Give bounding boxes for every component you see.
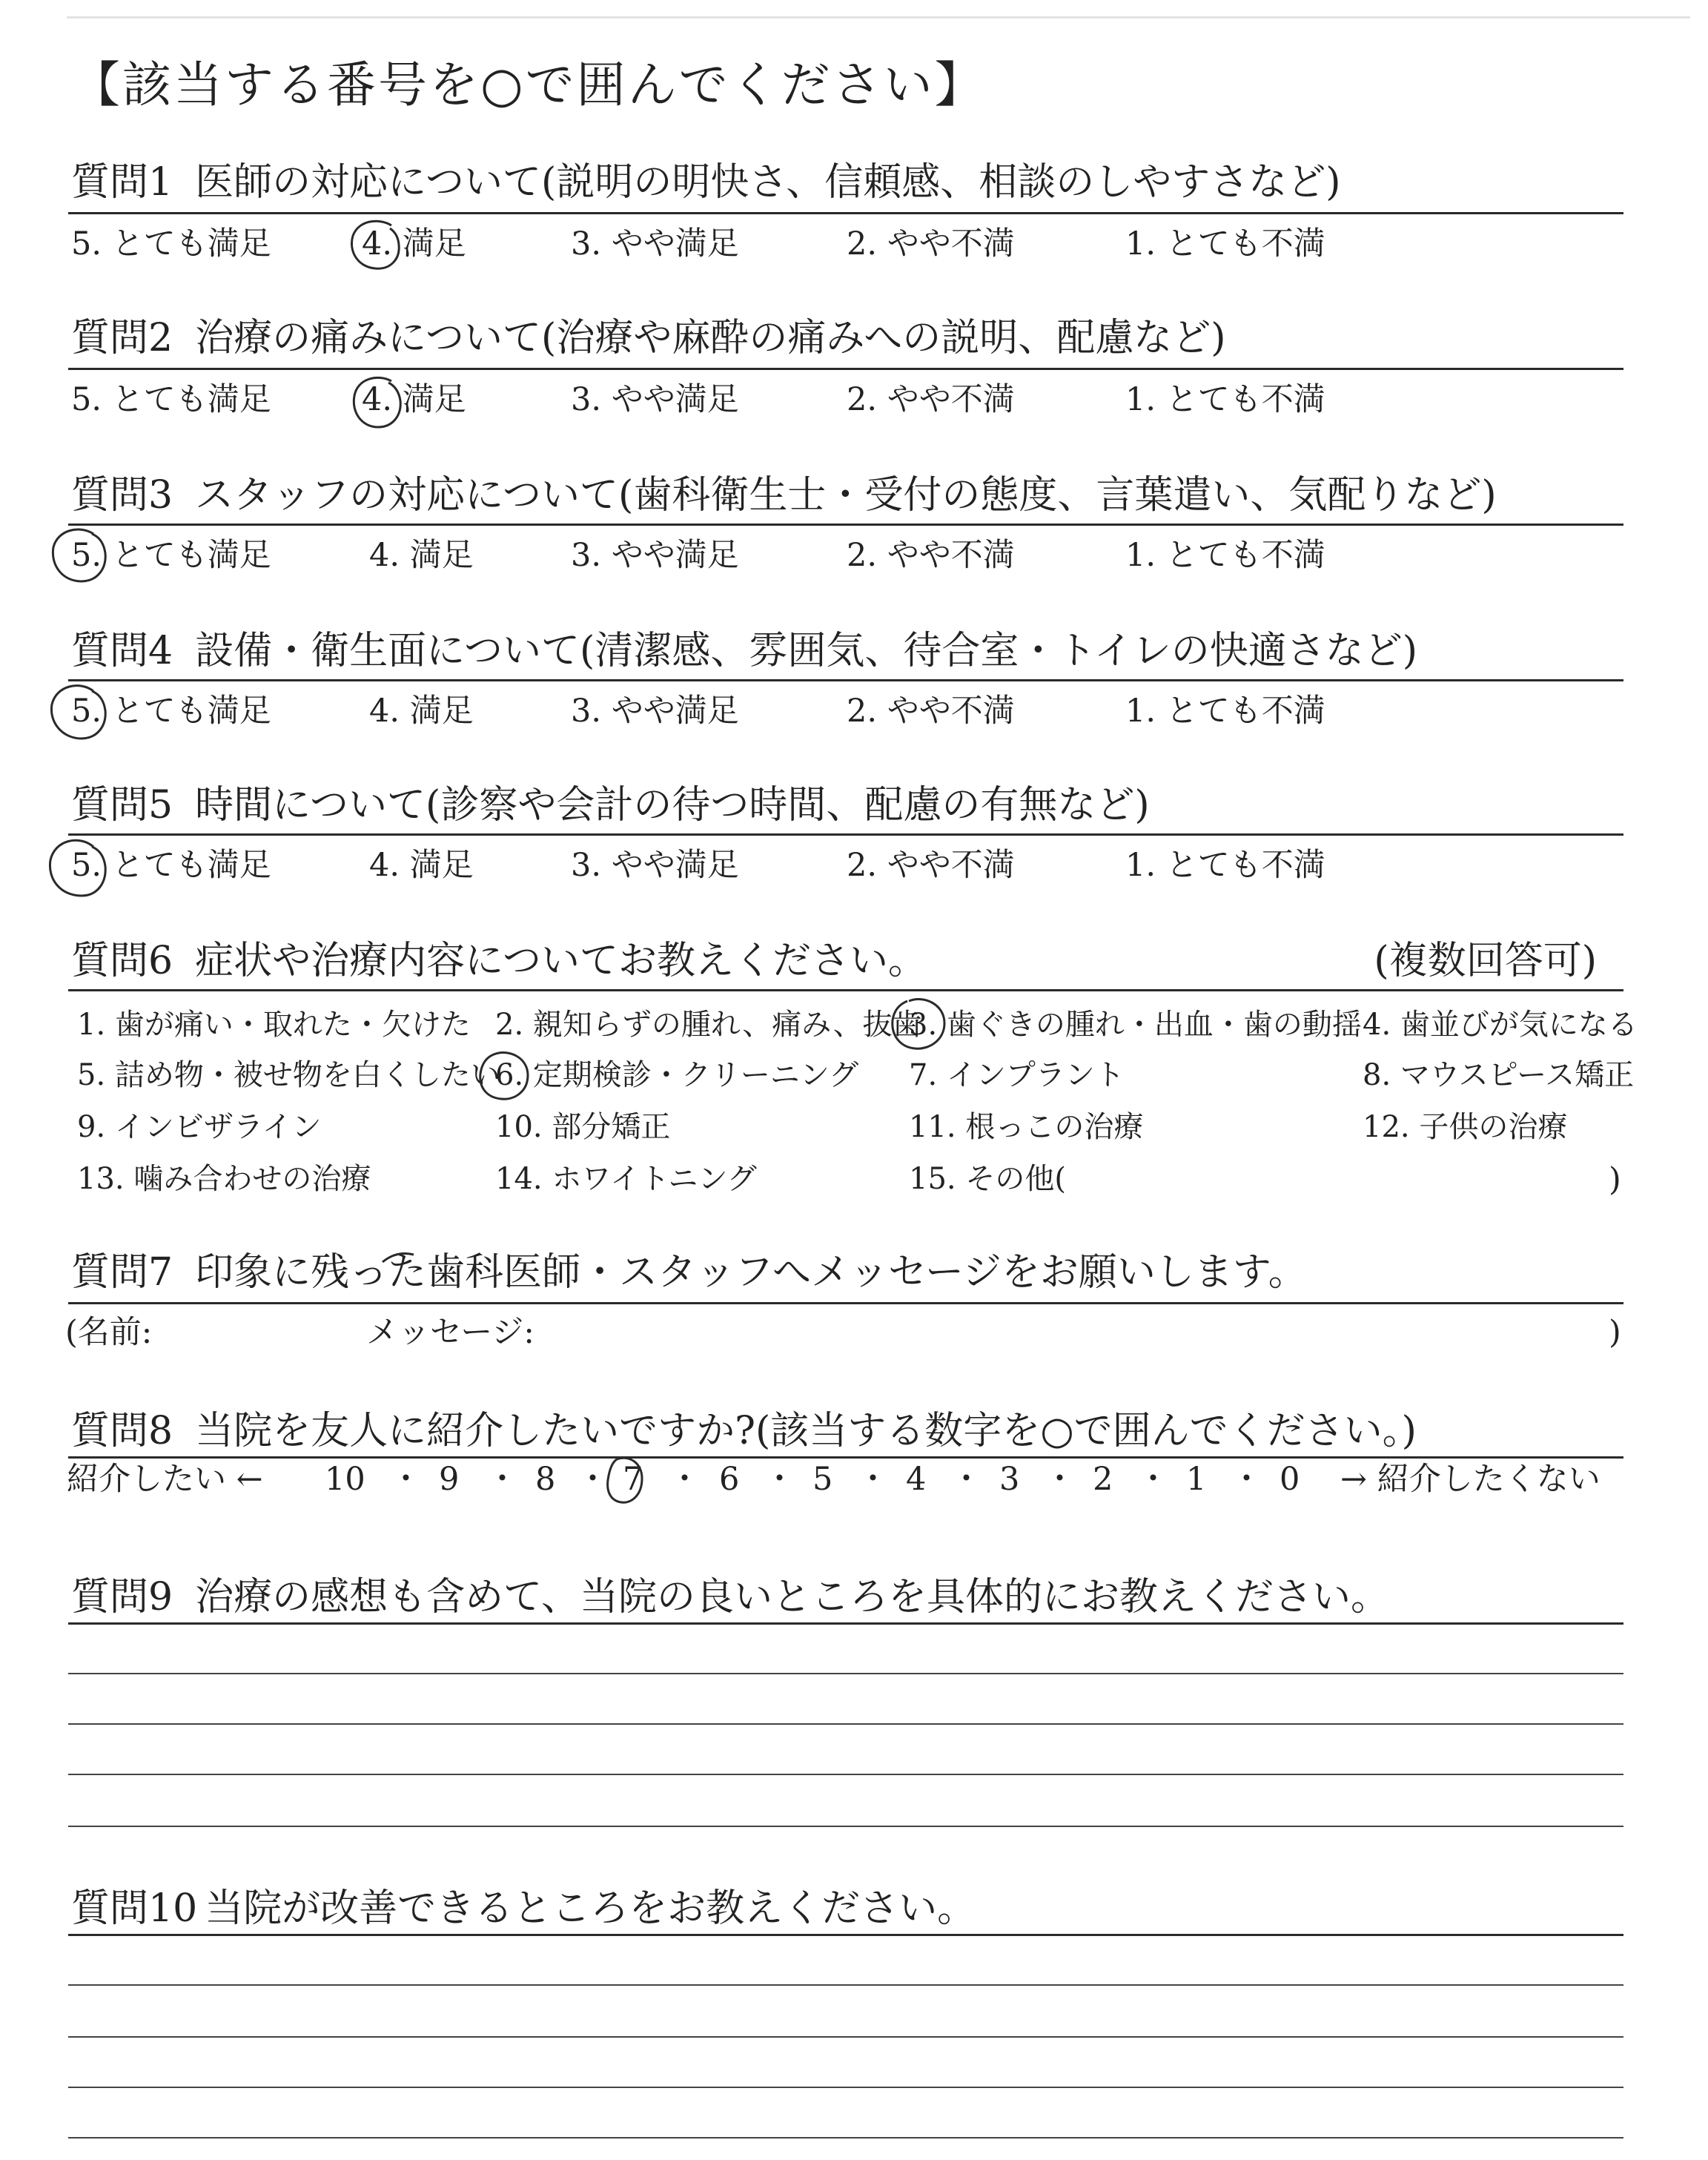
q3-option-2[interactable]: 2. やや不満: [847, 537, 1015, 574]
question-9-rule: [68, 1622, 1623, 1625]
question-9-title: [71, 1575, 1390, 1619]
question-4-rule: [68, 679, 1623, 681]
question-number: 質問3: [71, 473, 173, 518]
q4-option-3[interactable]: 3. やや満足: [571, 693, 739, 730]
name-label: (名前:: [65, 1314, 153, 1351]
answer-line[interactable]: [68, 1723, 1623, 1725]
question-number: 質問8: [71, 1409, 173, 1453]
question-text: 印象に残った歯科医師・スタッフへメッセージをお願いします。: [195, 1250, 1307, 1295]
question-number: 質問1: [71, 160, 173, 205]
scale-value-10[interactable]: 10: [325, 1461, 365, 1498]
question-text: 治療の感想も含めて、当院の良いところを具体的にお教えください。: [195, 1575, 1390, 1619]
scale-value-9[interactable]: 9: [439, 1461, 460, 1498]
q4-option-5[interactable]: 5. とても満足: [71, 693, 271, 730]
scale-dot: ・: [1231, 1461, 1262, 1498]
scale-dot: ・: [486, 1461, 518, 1498]
q6-option-2[interactable]: 2. 親知らずの腫れ、痛み、抜歯: [495, 1008, 922, 1042]
q1-option-2[interactable]: 2. やや不満: [847, 225, 1015, 262]
question-number: 質問6: [71, 939, 173, 983]
question-4-title: [71, 629, 1418, 673]
question-6-title: [71, 939, 927, 983]
question-6-rule: [68, 989, 1623, 991]
q5-option-3[interactable]: 3. やや満足: [571, 847, 739, 884]
q2-option-4[interactable]: 4. 満足: [362, 381, 466, 418]
question-8-title: [71, 1409, 1417, 1453]
question-number: 質問2: [71, 316, 173, 360]
scale-dot: ・: [857, 1461, 889, 1498]
question-2-rule: [68, 368, 1623, 370]
question-2-title: [71, 316, 1226, 360]
q2-option-1[interactable]: 1. とても不満: [1125, 381, 1325, 418]
scale-dot: ・: [764, 1461, 795, 1498]
scale-left-label: 紹介したい ←: [67, 1461, 263, 1498]
question-text: 医師の対応について(説明の明快さ、信頼感、相談のしやすさなど): [195, 160, 1341, 205]
q6-option-8[interactable]: 8. マウスピース矯正: [1363, 1058, 1635, 1092]
answer-line[interactable]: [68, 2036, 1623, 2038]
q6-option-5[interactable]: 5. 詰め物・被せ物を白くしたい: [77, 1058, 500, 1092]
q2-option-5[interactable]: 5. とても満足: [71, 381, 271, 418]
answer-line[interactable]: [68, 1774, 1623, 1775]
scale-value-5[interactable]: 5: [812, 1461, 833, 1498]
scale-value-4[interactable]: 4: [906, 1461, 927, 1498]
question-1-title: [71, 160, 1341, 205]
q6-option-14[interactable]: 14. ホワイトニング: [495, 1162, 757, 1196]
scale-dot: ・: [950, 1461, 982, 1498]
scale-value-3[interactable]: 3: [999, 1461, 1020, 1498]
scale-dot: ・: [390, 1461, 422, 1498]
question-text: スタッフの対応について(歯科衛生士・受付の態度、言葉遣い、気配りなど): [195, 473, 1497, 518]
question-text: 当院が改善できるところをお教えください。: [205, 1886, 976, 1931]
question-number: 質問7: [71, 1250, 173, 1295]
question-text: 設備・衛生面について(清潔感、雰囲気、待合室・トイレの快適さなど): [195, 629, 1418, 673]
q6-option-7[interactable]: 7. インプラント: [909, 1058, 1125, 1092]
q6-option-9[interactable]: 9. インビザライン: [77, 1110, 322, 1144]
answer-line[interactable]: [68, 1984, 1623, 1986]
instruction-heading: 【該当する番号を○で囲んでください】: [71, 56, 986, 113]
scale-dot: ・: [1044, 1461, 1076, 1498]
scale-right-label: → 紹介したくない: [1340, 1461, 1601, 1498]
q3-option-4[interactable]: 4. 満足: [369, 537, 474, 574]
message-label: メッセージ:: [366, 1314, 534, 1351]
q1-option-5[interactable]: 5. とても満足: [71, 225, 271, 262]
scale-dot: ・: [577, 1461, 609, 1498]
message-close-paren: ): [1609, 1314, 1621, 1351]
question-3-title: [71, 473, 1497, 518]
q6-option-10[interactable]: 10. 部分矯正: [495, 1110, 671, 1144]
q6-option-3[interactable]: 3. 歯ぐきの腫れ・出血・歯の動揺: [909, 1008, 1362, 1042]
q6-option-11[interactable]: 11. 根っこの治療: [909, 1110, 1144, 1144]
question-number: 質問4: [71, 629, 173, 673]
q2-option-2[interactable]: 2. やや不満: [847, 381, 1015, 418]
answer-line[interactable]: [68, 2087, 1623, 2088]
q6-option-12[interactable]: 12. 子供の治療: [1363, 1110, 1568, 1144]
question-text: 症状や治療内容についてお教えください。: [195, 939, 927, 983]
question-7-title: [71, 1250, 1307, 1295]
question-5-title: [71, 783, 1150, 828]
q1-option-3[interactable]: 3. やや満足: [571, 225, 739, 262]
scale-value-7[interactable]: 7: [623, 1461, 643, 1498]
multiple-answers-note: (複数回答可): [1374, 939, 1597, 983]
question-10-title: [71, 1886, 976, 1931]
q1-option-1[interactable]: 1. とても不満: [1125, 225, 1325, 262]
scale-dot: ・: [669, 1461, 701, 1498]
question-10-rule: [68, 1934, 1623, 1936]
q4-option-2[interactable]: 2. やや不満: [847, 693, 1015, 730]
q3-option-3[interactable]: 3. やや満足: [571, 537, 739, 574]
question-text: 当院を友人に紹介したいですか?(該当する数字を○で囲んでください。): [195, 1409, 1417, 1453]
question-number: 質問10: [71, 1886, 198, 1931]
question-text: 時間について(診察や会計の待つ時間、配慮の有無など): [195, 783, 1150, 828]
question-8-rule: [68, 1456, 1623, 1459]
q6-option-13[interactable]: 13. 噛み合わせの治療: [77, 1162, 371, 1196]
q5-option-1[interactable]: 1. とても不満: [1125, 847, 1325, 884]
q6-option-1[interactable]: 1. 歯が痛い・取れた・欠けた: [77, 1008, 471, 1042]
q5-option-4[interactable]: 4. 満足: [369, 847, 474, 884]
q5-option-2[interactable]: 2. やや不満: [847, 847, 1015, 884]
answer-line[interactable]: [68, 1826, 1623, 1827]
scale-dot: ・: [1137, 1461, 1169, 1498]
top-border: [67, 16, 1690, 19]
scale-value-0[interactable]: 0: [1280, 1461, 1300, 1498]
scale-value-1[interactable]: 1: [1186, 1461, 1207, 1498]
q5-option-5[interactable]: 5. とても満足: [71, 847, 271, 884]
q2-option-3[interactable]: 3. やや満足: [571, 381, 739, 418]
question-number: 質問9: [71, 1575, 173, 1619]
q6-option-4[interactable]: 4. 歯並びが気になる: [1363, 1008, 1638, 1042]
q6-other-close-paren: ): [1609, 1161, 1621, 1198]
q4-option-4[interactable]: 4. 満足: [369, 693, 474, 730]
scale-value-6[interactable]: 6: [719, 1461, 740, 1498]
question-number: 質問5: [71, 783, 173, 828]
answer-line[interactable]: [68, 2137, 1623, 2138]
q1-option-4[interactable]: 4. 満足: [362, 225, 466, 262]
recommendation-scale: [67, 1461, 1631, 1508]
question-text: 治療の痛みについて(治療や麻酔の痛みへの説明、配慮など): [195, 316, 1226, 360]
question-5-rule: [68, 833, 1623, 836]
q6-option-6[interactable]: 6. 定期検診・クリーニング: [495, 1058, 859, 1092]
q3-option-5[interactable]: 5. とても満足: [71, 537, 271, 574]
q6-option-15[interactable]: 15. その他(: [909, 1162, 1066, 1196]
answer-line[interactable]: [68, 1673, 1623, 1674]
scale-value-8[interactable]: 8: [535, 1461, 556, 1498]
question-7-rule: [68, 1302, 1623, 1304]
scale-value-2[interactable]: 2: [1093, 1461, 1113, 1498]
q4-option-1[interactable]: 1. とても不満: [1125, 693, 1325, 730]
question-3-rule: [68, 524, 1623, 526]
q3-option-1[interactable]: 1. とても不満: [1125, 537, 1325, 574]
question-1-rule: [68, 212, 1623, 214]
